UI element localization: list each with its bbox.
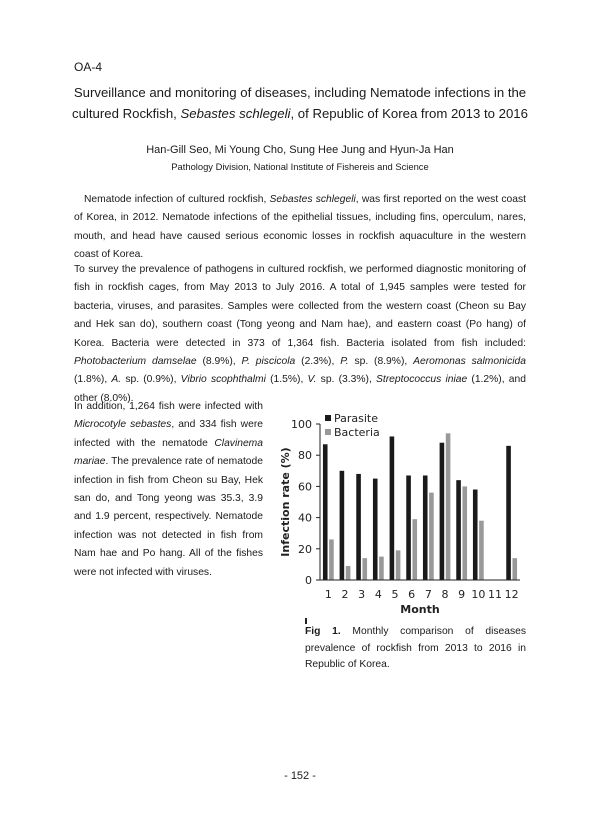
bar-bacteria-1 [329, 539, 334, 580]
text: (1.8%), [74, 374, 112, 386]
bar-parasite-5 [390, 436, 395, 580]
paper-title [60, 82, 540, 124]
x-tick-label: 12 [504, 588, 519, 601]
x-tick-label: 1 [324, 588, 332, 601]
paragraph-survey [74, 261, 526, 408]
text: sp. (8.9%), [348, 356, 414, 368]
x-tick-label: 2 [341, 588, 349, 601]
bar-parasite-7 [423, 475, 428, 580]
bar-parasite-2 [340, 471, 345, 580]
title-line-1: Surveillance and monitoring of diseases, including Nematode infections in the [73, 85, 527, 100]
x-tick-label: 10 [471, 588, 486, 601]
text: (1.2%), and other (8.0%). [74, 374, 526, 404]
species-name: Aeromonas salmonicida [413, 356, 526, 368]
species-name: Sebastes schlegeli [269, 194, 356, 205]
text: (8.9%), [196, 356, 242, 368]
x-tick-label: 9 [458, 588, 466, 601]
y-tick-label: 80 [298, 449, 312, 463]
bar-parasite-8 [440, 443, 445, 580]
y-axis-label: Infection rate (%) [279, 447, 292, 557]
text: (1.5%), [265, 374, 308, 386]
species-name: Vibrio scophthalmi [180, 374, 266, 386]
x-tick-label: 7 [424, 588, 432, 601]
species-name: P. piscicola [241, 356, 296, 368]
bar-parasite-3 [356, 474, 361, 580]
legend-label-bacteria: Bacteria [334, 426, 380, 439]
title-line-2-pre: cultured Rockfish, [72, 106, 181, 121]
caption-label: Fig 1. [305, 626, 341, 637]
bar-bacteria-12 [512, 558, 517, 580]
affiliation: Pathology Division, National Institute of Fishereis and Science [171, 161, 429, 172]
text: , was first reported on the west coast of Korea, in 2012. Nematode infections of the epithelial tissues, including fins, operculum, nares, mouth, and head have caused serious economic losses in rockfish aquaculture in the western coast of Korea. [74, 194, 527, 261]
x-tick-label: 3 [358, 588, 366, 601]
paragraph-intro [74, 191, 526, 265]
bar-bacteria-8 [446, 433, 451, 580]
y-tick-label: 60 [298, 480, 312, 494]
bar-bacteria-10 [479, 521, 484, 580]
bar-bacteria-5 [396, 550, 401, 580]
x-tick-label: 5 [391, 588, 399, 601]
legend-swatch-bacteria [325, 429, 331, 435]
y-tick-label: 20 [298, 542, 312, 556]
text: sp. (3.3%), [316, 374, 376, 386]
y-tick-label: 0 [305, 574, 312, 587]
abstract-code: OA-4 [74, 60, 103, 74]
text: To survey the prevalence of pathogens in cultured rockfish, we performed diagnostic monitoring of fish in rockfish cages, from May 2013 to July 2016. A total of 1,945 samples were tested for bacteria, viruses, and parasites. Samples were collected from the western coast (Cheon su Bay and Hek san do), southern coast (Tong yeong and Nam hae), and eastern coast (Po hang) of Korea. Bacteria were detected in 373 of 1,364 fish. Bacteria isolated from fish included: [74, 264, 526, 349]
text: (2.3%), [295, 356, 341, 368]
caption-text: Monthly comparison of diseases prevalence of rockfish from 2013 to 2016 in Republic of Korea. [305, 626, 527, 670]
x-tick-label: 4 [374, 588, 382, 601]
bar-bacteria-2 [346, 566, 351, 580]
text: Nematode infection of cultured rockfish, [84, 194, 270, 205]
bar-parasite-4 [373, 479, 378, 580]
bar-bacteria-6 [412, 519, 417, 580]
species-name: Photobacterium damselae [74, 356, 197, 368]
x-tick-label: 6 [408, 588, 416, 601]
authors: Han-Gill Seo, Mi Young Cho, Sung Hee Jung and Hyun-Ja Han [146, 144, 454, 156]
y-tick-label: 100 [291, 418, 312, 431]
page-number: - 152 - [284, 770, 316, 782]
species-name: P. [340, 356, 349, 368]
species-name: Clavinema mariae [74, 437, 263, 468]
bar-bacteria-4 [379, 557, 384, 580]
title-line-2-post: , of Republic of Korea from 2013 to 2016 [290, 106, 528, 121]
legend-swatch-parasite [325, 415, 331, 421]
legend-label-parasite: Parasite [334, 412, 379, 425]
bar-bacteria-7 [429, 493, 434, 580]
text: In addition, 1,264 fish were infected with [74, 401, 263, 412]
y-tick-label: 40 [298, 511, 312, 525]
bar-parasite-10 [473, 490, 478, 580]
species-name: Microcotyle sebastes [74, 419, 172, 431]
text: sp. (0.9%), [121, 374, 181, 386]
text: , and 334 fish were infected with the nematode [74, 419, 263, 449]
species-name: V. [307, 374, 317, 386]
species-name: A. [111, 374, 122, 386]
paragraph-nematode [74, 398, 263, 582]
bar-parasite-1 [323, 444, 328, 580]
bar-parasite-6 [406, 475, 411, 580]
bar-parasite-12 [506, 446, 511, 580]
bar-bacteria-9 [462, 486, 467, 580]
x-tick-label: 11 [488, 588, 502, 601]
figure-caption [305, 624, 526, 674]
bar-parasite-9 [456, 480, 461, 580]
x-axis-label: Month [400, 603, 440, 616]
infection-rate-chart [275, 408, 530, 618]
species-name: Streptococcus iniae [376, 374, 468, 386]
bar-bacteria-3 [362, 558, 367, 580]
x-tick-label: 8 [441, 588, 449, 601]
text: . The prevalence rate of nematode infection in fish from Cheon su Bay, Hek san do, and Tong yeong was 35.3, 3.9 and 1.9 percent, respectively. Nematode infection was not detected in fish from Nam hae and Po hang. All of the fishes were not infected with viruses. [74, 456, 263, 578]
title-species: Sebastes schlegeli [180, 106, 291, 121]
